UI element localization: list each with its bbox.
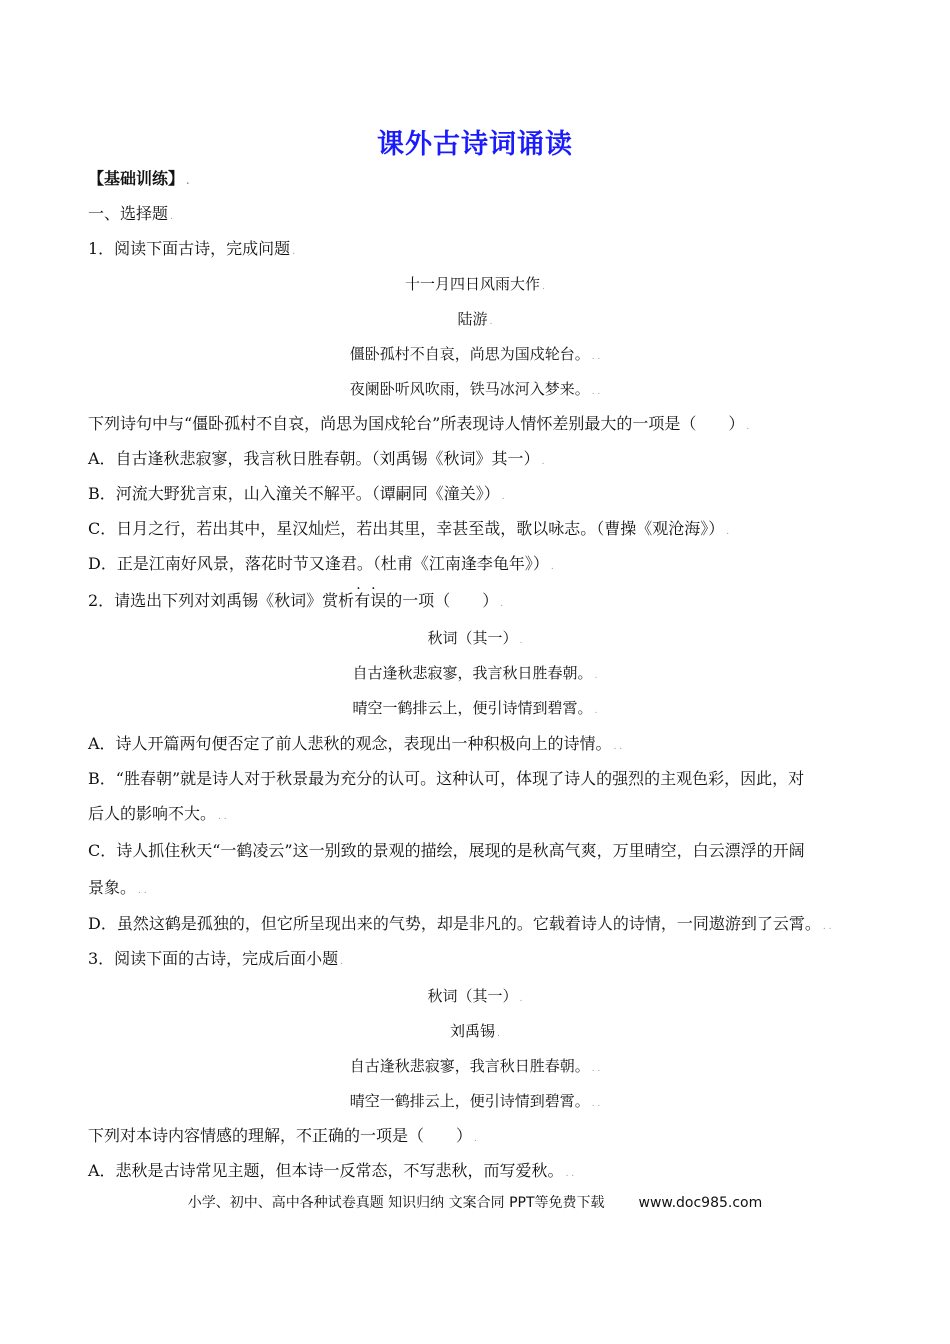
q2-option-d: D．虽然这鹤是孤独的，但它所呈现出来的气势，却是非凡的。它载着诗人的诗情，一同遨游到了云霄。 . .: [88, 914, 832, 933]
q1-poem-title: 十一月四日风雨大作 .: [405, 275, 545, 293]
q1-prompt: 1．阅读下面古诗，完成问题 .: [88, 239, 296, 258]
q2-poem-line: 晴空一鹤排云上，便引诗情到碧霄。 .: [352, 699, 598, 717]
q2-option-c-cont: 景象。 . .: [88, 878, 147, 897]
q1-option-d: D．正是江南好风景，落花时节又逢君。（杜甫《江南逢李龟年》） .: [88, 554, 554, 573]
q2-option-c: C．诗人抓住秋天“一鹤凌云”这一别致的景观的描绘，展现的是秋高气爽，万里晴空，白云漂浮的开阔: [88, 841, 805, 860]
q3-poem-line: 自古逢秋悲寂寥，我言秋日胜春朝。 . .: [349, 1057, 601, 1075]
q1-poem-line: 僵卧孤村不自哀，尚思为国戍轮台。 . .: [349, 345, 601, 363]
q3-option-a: A．悲秋是古诗常见主题，但本诗一反常态，不写悲秋，而写爱秋。 . .: [88, 1161, 575, 1180]
q2-poem-line: 自古逢秋悲寂寥，我言秋日胜春朝。 .: [352, 664, 598, 682]
q1-option-b: B．河流大野犹言束，山入潼关不解平。（谭嗣同《潼关》） .: [88, 484, 505, 503]
emphasis-marks: 有误 · ·: [354, 590, 386, 612]
q2-option-a: A．诗人开篇两句便否定了前人悲秋的观念，表现出一种积极向上的诗情。 . .: [88, 734, 623, 753]
q3-poem-line: 晴空一鹤排云上，便引诗情到碧霄。 . .: [349, 1092, 601, 1110]
footer-text: 小学、初中、高中各种试卷真题 知识归纳 文案合同 PPT等免费下载: [187, 1195, 605, 1211]
q1-option-c: C．日月之行，若出其中，星汉灿烂，若出其里，幸甚至哉，歌以咏志。（曹操《观沧海》） .: [88, 519, 730, 538]
q1-poem-line: 夜阑卧听风吹雨，铁马冰河入梦来。 . .: [349, 380, 601, 398]
footer-url[interactable]: www.doc985.com: [638, 1195, 763, 1211]
q2-option-b-cont: 后人的影响不大。 . .: [88, 804, 227, 823]
q1-option-a: A．自古逢秋悲寂寥，我言秋日胜春朝。（刘禹锡《秋词》其一） .: [88, 449, 545, 468]
page-footer: [0, 1192, 950, 1212]
q3-poem-author: 刘禹锡 .: [450, 1022, 500, 1040]
q3-prompt: 3．阅读下面的古诗，完成后面小题 .: [88, 949, 344, 968]
q3-poem-title: 秋词（其一） .: [427, 987, 523, 1005]
part-heading: 一、选择题 .: [88, 204, 173, 223]
q1-question: 下列诗句中与“僵卧孤村不自哀，尚思为国戍轮台”所表现诗人情怀差别最大的一项是（ ） .: [88, 414, 750, 433]
q2-option-b: B．“胜春朝”就是诗人对于秋景最为充分的认可。这种认可，体现了诗人的强烈的主观色彩，因此，对: [88, 769, 805, 788]
section-label: 【基础训练】 .: [88, 169, 190, 188]
q2-prompt: 2．请选出下列对刘禹锡《秋词》赏析有误 · ·的一项（ ） .: [88, 590, 503, 615]
page-title: 课外古诗词诵读: [377, 129, 573, 160]
q2-poem-title: 秋词（其一） .: [427, 629, 523, 647]
q1-poem-author: 陆游 .: [457, 310, 493, 328]
q3-question: 下列对本诗内容情感的理解，不正确的一项是（ ） .: [88, 1126, 477, 1145]
